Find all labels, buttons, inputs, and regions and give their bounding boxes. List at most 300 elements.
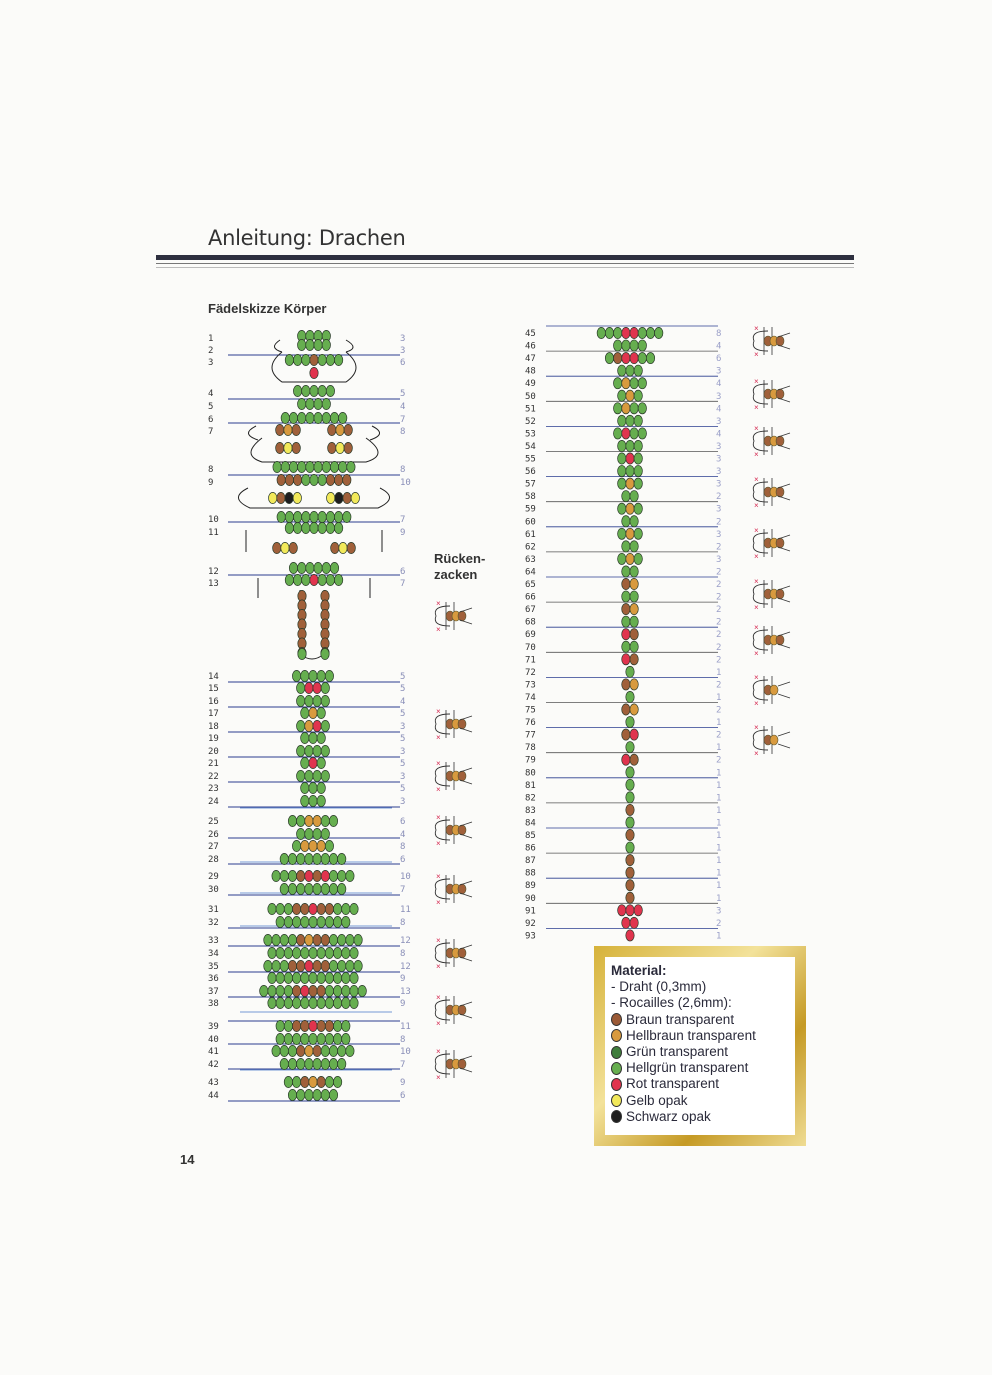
- bead-swatch: [611, 1029, 622, 1042]
- bead: [630, 917, 638, 928]
- bead: [618, 390, 626, 401]
- bead: [626, 742, 634, 753]
- x-mark: ×: [436, 733, 441, 742]
- row-label: 3: [716, 504, 722, 515]
- bead: [277, 492, 285, 503]
- bead: [318, 511, 326, 522]
- bead: [288, 1089, 296, 1100]
- bead: [272, 934, 280, 945]
- bead: [622, 604, 630, 615]
- bead: [626, 892, 634, 903]
- bead: [276, 997, 284, 1008]
- bead: [292, 903, 300, 914]
- bead: [309, 972, 317, 983]
- bead: [318, 385, 326, 396]
- bead: [321, 828, 329, 839]
- bead: [339, 461, 347, 472]
- bead: [305, 1089, 313, 1100]
- bead: [614, 353, 622, 364]
- row-label: 2: [208, 346, 214, 356]
- row-label: 81: [525, 780, 536, 791]
- bead: [305, 853, 313, 864]
- thread-loop: [251, 438, 378, 462]
- material-item-label: Braun transparent: [626, 1011, 735, 1027]
- row-label: 24: [208, 797, 219, 807]
- row-label: 52: [525, 416, 536, 427]
- bead: [301, 1020, 309, 1031]
- x-mark: ×: [754, 501, 759, 510]
- bead: [268, 997, 276, 1008]
- bead: [622, 566, 630, 577]
- bead: [309, 903, 317, 914]
- bead: [622, 679, 630, 690]
- bead: [276, 442, 284, 453]
- bead: [297, 853, 305, 864]
- x-mark: ×: [754, 475, 759, 484]
- row-label: 84: [525, 818, 536, 829]
- row-label: 56: [525, 467, 536, 478]
- bead: [626, 390, 634, 401]
- material-title: Material:: [611, 963, 667, 978]
- bead: [638, 428, 646, 439]
- row-label: 27: [208, 842, 219, 852]
- bead: [318, 574, 326, 585]
- bead: [626, 440, 634, 451]
- bead: [273, 542, 281, 553]
- bead: [293, 522, 301, 533]
- bead: [297, 745, 305, 756]
- row-label: 86: [525, 843, 536, 854]
- bead: [618, 453, 626, 464]
- bead: [313, 828, 321, 839]
- bead: [333, 916, 341, 927]
- bead: [276, 1020, 284, 1031]
- bead: [298, 562, 306, 573]
- bead: [618, 553, 626, 564]
- bead: [305, 682, 313, 693]
- bead: [597, 327, 605, 338]
- bead: [329, 815, 337, 826]
- bead: [305, 745, 313, 756]
- bead: [330, 461, 338, 472]
- x-mark: ×: [436, 1047, 441, 1056]
- bead: [638, 327, 646, 338]
- bead: [284, 916, 292, 927]
- bead: [622, 378, 630, 389]
- row-label: 3: [400, 747, 406, 757]
- bead: [630, 591, 638, 602]
- row-label: 55: [525, 454, 536, 465]
- bead: [280, 883, 288, 894]
- bead: [630, 704, 638, 715]
- bead: [293, 492, 301, 503]
- bead: [630, 353, 638, 364]
- row-label: 7: [400, 885, 406, 895]
- row-label: 61: [525, 529, 536, 540]
- bead: [325, 916, 333, 927]
- bead: [325, 1033, 333, 1044]
- bead: [326, 354, 334, 365]
- row-label: 10: [400, 1047, 411, 1057]
- bead: [305, 1045, 313, 1056]
- bead: [276, 947, 284, 958]
- bead: [309, 997, 317, 1008]
- row-label: 4: [716, 404, 722, 415]
- row-label: 18: [208, 722, 219, 732]
- bead: [321, 960, 329, 971]
- row-label: 78: [525, 743, 536, 754]
- row-label: 71: [525, 655, 536, 666]
- row-label: 5: [400, 709, 406, 719]
- row-label: 6: [208, 415, 214, 425]
- bead: [325, 972, 333, 983]
- bead: [338, 853, 346, 864]
- x-mark: ×: [436, 872, 441, 881]
- bead: [626, 503, 634, 514]
- bead: [273, 461, 281, 472]
- bead: [626, 855, 634, 866]
- bead: [309, 757, 317, 768]
- bead: [630, 541, 638, 552]
- bead: [634, 390, 642, 401]
- bead: [338, 960, 346, 971]
- spike-bead: [458, 884, 466, 894]
- bead: [288, 1045, 296, 1056]
- row-label: 7: [400, 1060, 406, 1070]
- row-label: 72: [525, 667, 536, 678]
- row-label: 35: [208, 962, 219, 972]
- row-label: 4: [208, 389, 214, 399]
- bead: [630, 679, 638, 690]
- bead: [301, 795, 309, 806]
- row-label: 66: [525, 592, 536, 603]
- x-mark: ×: [436, 898, 441, 907]
- bead: [313, 934, 321, 945]
- row-label: 1: [716, 667, 722, 678]
- x-mark: ×: [754, 424, 759, 433]
- bead: [305, 870, 313, 881]
- bead: [301, 985, 309, 996]
- bead: [343, 474, 351, 485]
- bead: [354, 934, 362, 945]
- x-mark: ×: [754, 577, 759, 586]
- bead: [288, 853, 296, 864]
- bead: [277, 474, 285, 485]
- bead: [329, 960, 337, 971]
- bead: [292, 840, 300, 851]
- bead: [313, 960, 321, 971]
- bead: [342, 903, 350, 914]
- bead: [276, 903, 284, 914]
- bead: [317, 916, 325, 927]
- bead: [350, 947, 358, 958]
- row-label: 7: [400, 515, 406, 525]
- row-label: 2: [716, 680, 722, 691]
- row-label: 47: [525, 354, 536, 365]
- bead: [630, 327, 638, 338]
- bead: [317, 972, 325, 983]
- row-label: 22: [208, 772, 219, 782]
- bead: [347, 542, 355, 553]
- row-label: 1: [716, 805, 722, 816]
- row-label: 1: [716, 931, 722, 942]
- bead: [284, 972, 292, 983]
- bead: [280, 853, 288, 864]
- bead: [334, 354, 342, 365]
- x-mark: ×: [754, 603, 759, 612]
- spike-bead: [776, 389, 784, 399]
- bead: [325, 670, 333, 681]
- row-label: 62: [525, 542, 536, 553]
- bead: [326, 511, 334, 522]
- x-mark: ×: [754, 450, 759, 459]
- row-label: 85: [525, 831, 536, 841]
- row-label: 15: [208, 684, 219, 694]
- bead: [281, 542, 289, 553]
- bead: [305, 934, 313, 945]
- bead: [614, 340, 622, 351]
- bead: [289, 562, 297, 573]
- bead: [305, 695, 313, 706]
- x-mark: ×: [754, 403, 759, 412]
- bead: [317, 947, 325, 958]
- bead: [313, 1045, 321, 1056]
- bead: [298, 412, 306, 423]
- bead: [301, 707, 309, 718]
- bead: [317, 840, 325, 851]
- x-mark: ×: [754, 552, 759, 561]
- bead: [280, 1045, 288, 1056]
- material-wire: - Draht (0,3mm): [611, 979, 707, 995]
- bead: [626, 930, 634, 941]
- bead: [339, 542, 347, 553]
- bead: [309, 707, 317, 718]
- bead: [280, 870, 288, 881]
- row-label: 2: [716, 517, 722, 528]
- bead: [350, 903, 358, 914]
- row-label: 2: [716, 655, 722, 666]
- bead: [634, 553, 642, 564]
- thread-loop: [274, 340, 282, 352]
- spike-bead: [458, 719, 466, 729]
- bead: [335, 492, 343, 503]
- bead: [280, 934, 288, 945]
- bead: [317, 732, 325, 743]
- row-label: 36: [208, 974, 219, 984]
- bead: [614, 428, 622, 439]
- bead: [280, 960, 288, 971]
- bead: [268, 947, 276, 958]
- bead: [346, 870, 354, 881]
- bead: [297, 1058, 305, 1069]
- row-label: 44: [208, 1091, 219, 1101]
- row-label: 3: [716, 454, 722, 465]
- row-label: 83: [525, 805, 536, 816]
- row-label: 9: [400, 1078, 406, 1088]
- bead: [284, 947, 292, 958]
- bead: [622, 754, 630, 765]
- bead: [333, 985, 341, 996]
- bead: [292, 985, 300, 996]
- bead: [342, 947, 350, 958]
- row-label: 1: [716, 818, 722, 829]
- bead: [354, 960, 362, 971]
- row-label: 48: [525, 366, 536, 377]
- bead: [622, 403, 630, 414]
- x-mark: ×: [436, 993, 441, 1002]
- row-label: 10: [400, 872, 411, 882]
- row-label: 23: [208, 784, 219, 794]
- bead: [338, 1045, 346, 1056]
- bead: [334, 511, 342, 522]
- row-label: 32: [208, 918, 219, 928]
- bead: [292, 916, 300, 927]
- bead: [347, 461, 355, 472]
- bead: [302, 354, 310, 365]
- bead: [350, 972, 358, 983]
- row-label: 75: [525, 705, 536, 716]
- bead: [321, 815, 329, 826]
- bead: [634, 465, 642, 476]
- row-label: 5: [400, 734, 406, 744]
- ruecken-title-line1: Rücken-: [434, 551, 486, 566]
- bead: [321, 1045, 329, 1056]
- row-label: 59: [525, 504, 536, 515]
- bead: [284, 985, 292, 996]
- bead: [646, 353, 654, 364]
- bead: [334, 574, 342, 585]
- row-label: 8: [400, 842, 406, 852]
- bead: [350, 997, 358, 1008]
- row-label: 4: [400, 402, 406, 412]
- bead: [618, 905, 626, 916]
- bead: [344, 424, 352, 435]
- bead: [634, 415, 642, 426]
- row-label: 1: [716, 743, 722, 754]
- row-label: 30: [208, 885, 219, 895]
- bead: [297, 720, 305, 731]
- bead: [329, 1058, 337, 1069]
- row-label: 1: [716, 856, 722, 867]
- row-label: 26: [208, 830, 219, 840]
- bead: [614, 403, 622, 414]
- bead: [325, 903, 333, 914]
- row-label: 77: [525, 730, 536, 741]
- bead: [329, 883, 337, 894]
- bead: [284, 1076, 292, 1087]
- bead: [277, 511, 285, 522]
- bead: [321, 745, 329, 756]
- bead: [317, 1076, 325, 1087]
- bead: [284, 1020, 292, 1031]
- material-item-label: Grün transparent: [626, 1044, 729, 1060]
- bead: [626, 779, 634, 790]
- bead: [342, 1020, 350, 1031]
- row-label: 2: [716, 605, 722, 616]
- row-label: 5: [400, 684, 406, 694]
- x-mark: ×: [436, 839, 441, 848]
- spike-bead: [458, 611, 466, 621]
- row-label: 20: [208, 747, 219, 757]
- row-label: 73: [525, 680, 536, 691]
- bead: [630, 491, 638, 502]
- x-mark: ×: [436, 813, 441, 822]
- bead: [285, 474, 293, 485]
- bead: [338, 1058, 346, 1069]
- bead: [284, 1033, 292, 1044]
- bead: [346, 960, 354, 971]
- bead: [321, 1089, 329, 1100]
- bead: [626, 478, 634, 489]
- row-label: 8: [400, 918, 406, 928]
- bead: [285, 354, 293, 365]
- row-label: 8: [400, 427, 406, 437]
- bead: [626, 804, 634, 815]
- material-item: [611, 1028, 789, 1044]
- bead: [310, 367, 318, 378]
- bead: [301, 997, 309, 1008]
- bead: [605, 327, 613, 338]
- bead: [301, 840, 309, 851]
- bead: [634, 453, 642, 464]
- bead: [292, 670, 300, 681]
- bead: [298, 461, 306, 472]
- row-label: 39: [208, 1022, 219, 1032]
- bead: [325, 1076, 333, 1087]
- bead-swatch: [611, 1094, 622, 1107]
- bead: [618, 465, 626, 476]
- bead: [630, 604, 638, 615]
- row-label: 21: [208, 759, 219, 769]
- bead: [313, 883, 321, 894]
- row-label: 2: [716, 755, 722, 766]
- bead: [297, 828, 305, 839]
- thread-loop: [370, 426, 380, 440]
- bead: [626, 453, 634, 464]
- row-label: 2: [716, 630, 722, 641]
- row-label: 70: [525, 642, 536, 653]
- bead: [622, 353, 630, 364]
- bead: [634, 440, 642, 451]
- bead: [301, 972, 309, 983]
- row-label: 8: [400, 949, 406, 959]
- row-label: 33: [208, 936, 219, 946]
- bead: [655, 327, 663, 338]
- bead: [310, 511, 318, 522]
- bead: [313, 720, 321, 731]
- row-label: 3: [716, 467, 722, 478]
- row-label: 1: [716, 768, 722, 779]
- x-mark: ×: [436, 785, 441, 794]
- row-label: 2: [716, 705, 722, 716]
- bead: [318, 474, 326, 485]
- bead-swatch: [611, 1078, 622, 1091]
- bead: [285, 511, 293, 522]
- row-label: 12: [400, 936, 411, 946]
- bead: [638, 378, 646, 389]
- bead: [634, 503, 642, 514]
- bead: [306, 461, 314, 472]
- bead: [272, 870, 280, 881]
- row-label: 2: [716, 542, 722, 553]
- row-label: 64: [525, 567, 536, 578]
- bead: [622, 541, 630, 552]
- bead: [626, 867, 634, 878]
- bead: [334, 474, 342, 485]
- bead: [297, 770, 305, 781]
- bead: [301, 1076, 309, 1087]
- spike-bead: [458, 1059, 466, 1069]
